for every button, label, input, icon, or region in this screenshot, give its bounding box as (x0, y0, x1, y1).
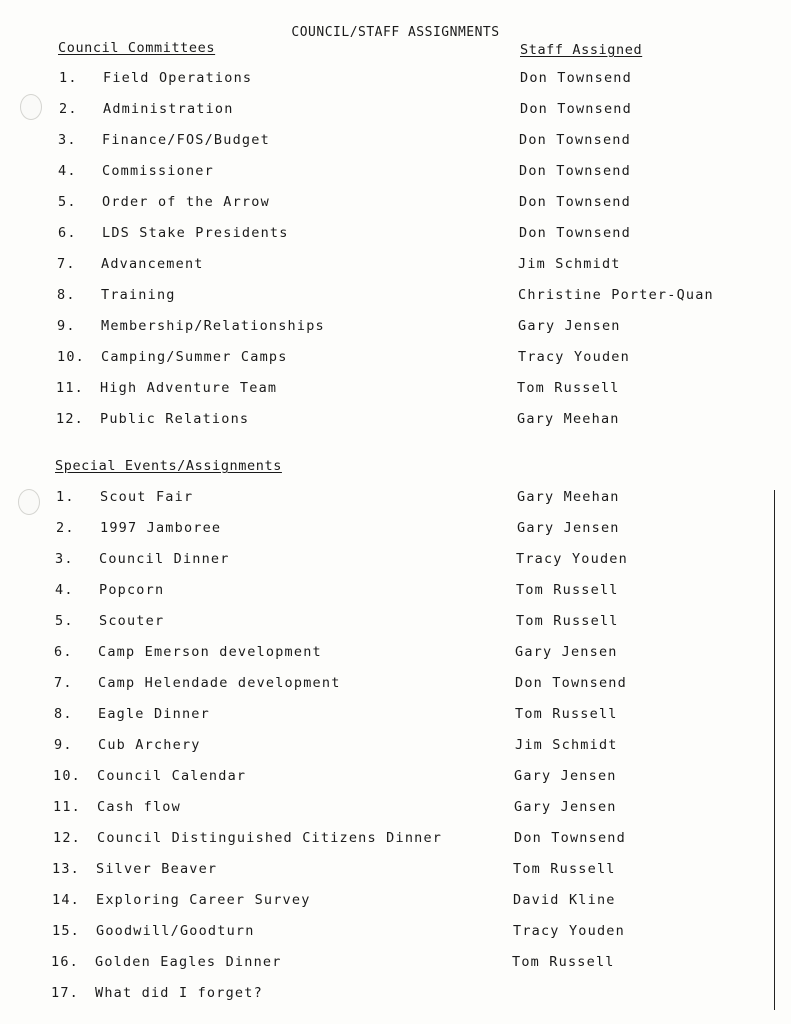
list-item (0, 830, 791, 850)
item-staff: Christine Porter-Quan (518, 287, 714, 303)
item-staff: Don Townsend (519, 225, 631, 241)
item-staff: Tom Russell (516, 582, 619, 598)
list-item (0, 349, 791, 369)
item-staff: Jim Schmidt (518, 256, 621, 272)
item-name: Commissioner (102, 163, 214, 179)
item-staff: Don Townsend (520, 70, 632, 86)
item-name: Camping/Summer Camps (101, 349, 288, 365)
item-staff: Tom Russell (512, 954, 615, 970)
list-item (0, 411, 791, 431)
item-number: 16. (51, 954, 79, 970)
item-staff: Tracy Youden (516, 551, 628, 567)
list-item (0, 768, 791, 788)
item-number: 17. (51, 985, 79, 1001)
item-name: Membership/Relationships (101, 318, 325, 334)
list-item (0, 318, 791, 338)
list-item (0, 892, 791, 912)
item-number: 12. (53, 830, 81, 846)
list-item (0, 380, 791, 400)
item-name: Camp Emerson development (98, 644, 322, 660)
committees-heading: Council Committees (58, 40, 216, 56)
list-item (0, 675, 791, 695)
list-item (0, 954, 791, 974)
item-number: 10. (53, 768, 81, 784)
item-staff: Tom Russell (517, 380, 620, 396)
item-staff: Don Townsend (520, 101, 632, 117)
item-name: Goodwill/Goodturn (96, 923, 255, 939)
list-item (0, 799, 791, 819)
item-staff: Gary Jensen (514, 768, 617, 784)
item-name: LDS Stake Presidents (102, 225, 289, 241)
item-number: 10. (57, 349, 85, 365)
item-number: 15. (52, 923, 80, 939)
list-item (0, 163, 791, 183)
item-name: Exploring Career Survey (96, 892, 311, 908)
item-staff: Don Townsend (519, 194, 631, 210)
item-staff: Tracy Youden (518, 349, 630, 365)
list-item (0, 923, 791, 943)
item-number: 2. (59, 101, 78, 117)
item-name: Order of the Arrow (102, 194, 270, 210)
item-staff: Don Townsend (515, 675, 627, 691)
item-number: 7. (54, 675, 73, 691)
item-staff: Gary Meehan (517, 411, 620, 427)
item-number: 1. (59, 70, 78, 86)
item-name: High Adventure Team (100, 380, 278, 396)
item-staff: Gary Jensen (515, 644, 618, 660)
list-item (0, 861, 791, 881)
item-name: What did I forget? (95, 985, 263, 1001)
item-name: 1997 Jamboree (100, 520, 222, 536)
item-name: Finance/FOS/Budget (102, 132, 270, 148)
item-name: Cub Archery (98, 737, 201, 753)
staff-assigned-heading: Staff Assigned (520, 42, 643, 58)
item-staff: Tom Russell (513, 861, 616, 877)
item-number: 5. (55, 613, 74, 629)
item-staff: Gary Jensen (514, 799, 617, 815)
item-number: 3. (58, 132, 77, 148)
list-item (0, 287, 791, 307)
item-staff: David Kline (513, 892, 616, 908)
item-staff: Don Townsend (519, 132, 631, 148)
item-number: 3. (55, 551, 74, 567)
item-staff: Don Townsend (514, 830, 626, 846)
item-name: Scout Fair (100, 489, 194, 505)
list-item (0, 985, 791, 1005)
item-name: Golden Eagles Dinner (95, 954, 282, 970)
list-item (0, 194, 791, 214)
special-events-heading: Special Events/Assignments (55, 458, 282, 474)
item-name: Training (101, 287, 176, 303)
list-item (0, 737, 791, 757)
item-number: 9. (57, 318, 76, 334)
item-name: Council Calendar (97, 768, 247, 784)
item-staff: Gary Jensen (517, 520, 620, 536)
item-staff: Don Townsend (519, 163, 631, 179)
list-item (0, 582, 791, 602)
item-name: Council Dinner (99, 551, 230, 567)
item-number: 9. (54, 737, 73, 753)
list-item (0, 613, 791, 633)
list-item (0, 132, 791, 152)
list-item (0, 256, 791, 276)
item-name: Popcorn (99, 582, 165, 598)
item-number: 1. (56, 489, 75, 505)
item-number: 4. (55, 582, 74, 598)
item-staff: Jim Schmidt (515, 737, 618, 753)
page-title: COUNCIL/STAFF ASSIGNMENTS (291, 25, 500, 40)
item-name: Scouter (99, 613, 165, 629)
list-item (0, 706, 791, 726)
item-number: 11. (53, 799, 81, 815)
item-name: Public Relations (100, 411, 250, 427)
item-staff: Gary Jensen (518, 318, 621, 334)
item-name: Camp Helendade development (98, 675, 341, 691)
item-name: Silver Beaver (96, 861, 218, 877)
item-number: 11. (56, 380, 84, 396)
item-staff: Tom Russell (516, 613, 619, 629)
item-number: 14. (52, 892, 80, 908)
item-number: 4. (58, 163, 77, 179)
list-item (0, 644, 791, 664)
item-number: 8. (57, 287, 76, 303)
list-item (0, 101, 791, 121)
item-staff: Tracy Youden (513, 923, 625, 939)
list-item (0, 70, 791, 90)
item-number: 7. (57, 256, 76, 272)
list-item (0, 225, 791, 245)
item-name: Eagle Dinner (98, 706, 210, 722)
list-item (0, 551, 791, 571)
item-number: 8. (54, 706, 73, 722)
list-item (0, 489, 791, 509)
item-staff: Gary Meehan (517, 489, 620, 505)
item-number: 6. (54, 644, 73, 660)
item-name: Advancement (101, 256, 204, 272)
item-staff: Tom Russell (515, 706, 618, 722)
item-number: 5. (58, 194, 77, 210)
item-name: Administration (103, 101, 234, 117)
item-number: 2. (56, 520, 75, 536)
item-name: Cash flow (97, 799, 181, 815)
item-name: Council Distinguished Citizens Dinner (97, 830, 443, 846)
item-name: Field Operations (103, 70, 253, 86)
item-number: 12. (56, 411, 84, 427)
item-number: 13. (52, 861, 80, 877)
list-item (0, 520, 791, 540)
item-number: 6. (58, 225, 77, 241)
